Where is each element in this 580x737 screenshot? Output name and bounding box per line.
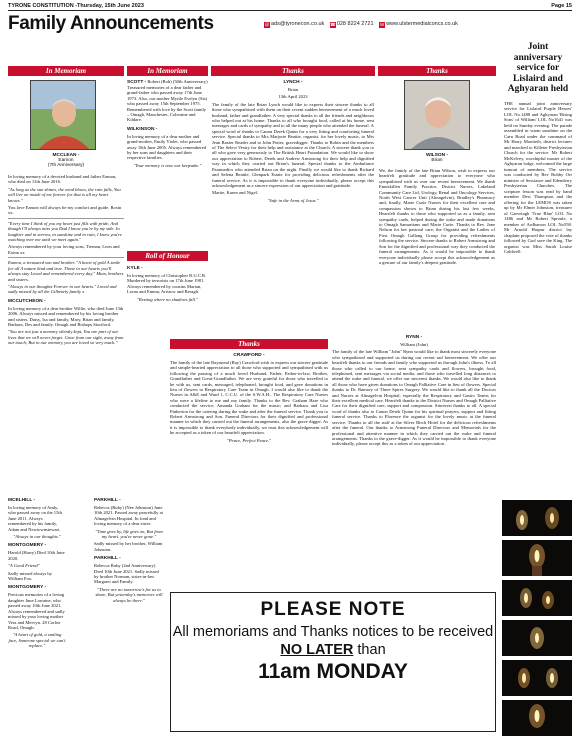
- notice-name: MONTGOMERY -: [8, 543, 47, 549]
- notice-name: SCOTT -: [127, 80, 147, 85]
- thanks-wilson: [379, 168, 495, 267]
- notice-name: CRAWFORD -: [233, 353, 265, 358]
- wilson-caption: WILSON - Brian: [425, 153, 449, 163]
- lynch-text: The family of the late Brian Lynch would like to express their sincere thanks to all those who sympathised with them on their recent sudden bereavement of a much loved husband, father and grandfather. A very special thanks to all the friends and neighbours who helped out at his home. Thanks to all who brought food, called at his home, sent messages and cards of sympathy and to all the many people who attended the funeral. A special word of thanks to Canon Derek Quinn for a very fitting and comforting funeral service. Special thanks to Mrs Marjorie Beattie, organist, for her lovely music, to Mrs Jean Baxter Reader and to John Potter, gravedigger. Thanks to Robin and the members of The Select Vestry for their help and assistance at the Church. A sincere thank you to all who gave very generously to The British Heart Foundation. We would like to show our appreciation to Robert, Derek and Andrew Armstrong for their help and dignified way in which they carried out Brian's funeral. Special thanks to the Ambulance Paramedics who attended Brian on the night. Finally we would like to thank Richard and Selena Beattie, Glenpark Estate for providing delicious refreshments after the funeral service. As it is impossible to thank everyone individually, please accept this acknowledgement as a sincere expression of our appreciation and gratitude.: [212, 101, 374, 188]
- section-header-in-memoriam-1: In Memoriam: [8, 66, 124, 76]
- divider: [8, 257, 124, 258]
- notice-name: KYLE -: [127, 266, 143, 271]
- in-memoriam-column-1b: [8, 497, 66, 651]
- publication-date: TYRONE CONSTITUTION -Thursday, 15th June 2023: [8, 3, 144, 9]
- section-header-thanks-2: Thanks: [378, 66, 496, 76]
- mcclean-sign: You love Eamon will always be my comfort and guide. Rosin xx.: [8, 205, 122, 216]
- montgomery-sign: Sadly missed always by William Fox.: [8, 570, 53, 582]
- sidebar-article: [504, 42, 572, 255]
- lynch-first-name: Brian: [287, 87, 299, 92]
- in-memoriam-column-1: [8, 174, 124, 348]
- mcelhill-text: In loving memory of Andy, who passed away on the 15th June 2011. Always remembered by his family, Adam and Newtownstewart.: [8, 505, 62, 532]
- wilson-text: We, the family of the late Brian Wilson, wish to express our heartfelt gratitude and appreciation to everyone who sympathised with us over our recent bereavement. We thank Enniskillen Family Practice, District Nurses, Lakeland Community Care Ltd, Urology, Renal and Oncology Services, North West Cancer Unit (Altnagelvin), Bradley's Pharmacy and, finally, Marie Curie Nurses for their excellent care and compassion shown to Brian during his last few weeks. Heartfelt thanks to those who supported us as a family, sent sympathy cards, helped during the wake and made donations to Omagh Samaritans and Marie Curie. Thanks to Rev. Jane Nelson for her pastoral care; the Organist and the Ladies of First Omagh Gallang Group for providing refreshments following the service. Sincere thanks to Robert Armstrong and Son for the dignified and professional way they conducted the funeral arrangements. As it would be impossible to thank everyone individually please accept this acknowledgement as a gesture of our family's deepest gratitude.: [379, 168, 495, 265]
- wilkinson-verse: "Your memory is now our keepsake.": [133, 162, 202, 168]
- lynch-verse: "Safe in the Arms of Jesus.": [267, 197, 319, 203]
- crawford-verse: "Peace, Perfect Peace.": [226, 437, 272, 443]
- mcclean-photo: [30, 80, 96, 150]
- parkhill-2-verse: "There are no tomorrow's for us to share, But yesterday's memories will always be there.": [95, 586, 163, 603]
- phone-icon: ☎: [330, 22, 336, 27]
- candle-image-2: [502, 540, 572, 576]
- candle-image-1: [502, 500, 572, 536]
- montgomery-text: Harold (Harry) Died 10th June 2020.: [8, 550, 65, 561]
- mccutcheon-text: In loving memory of a dear brother Willie, who died June 13th 2006. Always missed and remembered by his loving brother and sisters. Daisy, Isa and family, Mary, Brian and family, Barbara, Des and family. Omagh and Bishops Stortford.: [8, 305, 124, 327]
- notice-deadline: NO LATER than: [280, 642, 386, 658]
- roll-of-honour-column: [127, 265, 208, 304]
- crawford-text: The family of the late Raymond (Ray) Crawford wish to express our sincere gratitude and simple-hearted appreciation to all those who supported and sympathised with us following the passing of a much loved Husband, Father, Father-in-law, Brother, Grandfather and Great-Grandfather. We are very grateful for those who travelled to be with us, sent cards, messaged, telephoned, brought food, and gave donations in lieu of flowers to Respiratory Care Team in Omagh. I would also like to thank the Nurses in A&E and Ward 1, C.C.U. of the S.W.A.H., The Respiratory Care Nurses who were a lifeline to me and my family. Thanks to the Rev. Graham Hare who conducted the service; Amanda Graham for the music; and Barbara and Lisa Pinkerton for the catering during the wake and after the funeral service. Thank you to Robert Armstrong and Son, Funeral Directors for their dignified and professional manner in which they carried out the funeral arrangements, also the grave digger. As it is impossible to thank everybody individually, we trust this acknowledgement will be accepted as a token of our heartfelt appreciation.: [170, 360, 328, 436]
- lynch-sign: Martie, Karen and Nigel.: [212, 190, 259, 196]
- mcclean-verse-2: "Every time I think of you my heart just fills with pride, And though I'll always miss you Dad I know you're by my side. In laughter and in sorrow, in sunshine and in rain, I know you're watching over me until we meet again.": [8, 220, 122, 243]
- notice-name: PARKHILL -: [94, 498, 121, 503]
- rynn-text: The family of the late William "John" Rynn would like to thank most sincerely everyone who sympathised and supported us during our recent sad bereavement. We offer our heartfelt thanks to our friends and family who supported us through John's illness. To all those who called to our home, sent sympathy cards and flowers, brought food, telephoned, sent messages via social media, and those who travelled long distances to attend the wake and funeral, we offer our sincerest thanks. We would also like to thank all those who have given donations to Omagh Palliative Care in lieu of flowers. Special thanks to Dr. Ramsey of Three Spires Surgery. We would like to thank all the Doctors and Nurses at Altnagelvin Hospital, especially the Respiratory and Gastro Teams for their excellent medical care. Heartfelt thanks to the District Nurses and Omagh Palliative Care for their dignified care, support and compassion. Sincerest thanks to all. A special word of thanks also to Canon Derek Quinn for his spiritual prayers, support and fitting funeral service. Thanks to Florence the organist for the lovely music at the funeral service. Thanks to all the staff at the Silver Birch Hotel for the delicious refreshments after the funeral. Our thanks to Armstrong Funeral Directors and Memorials for the professional and attentive manner in which they carried out the wake and funeral arrangements. Thanks to the grave-digger. As it would be impossible to thank everyone individually, please accept this as a token of our appreciation.: [332, 349, 496, 447]
- mcclean-caption: MCCLEAN - Eamon (7th Anniversary): [47, 153, 85, 168]
- lynch-date: 13th April 2023: [278, 94, 308, 100]
- mcclean-verse: "As long as the sun shines, the wind blows, the rain falls, You will live on inside of me forever for that is all my heart knows.": [8, 186, 121, 203]
- montgomery-2-text: Precious memories of a loving daughter June Lorraine, who passed away 10th June 2021. Always remembered and sadly missed by your loving mother Vera and Mervyn. 28 Corlea Road, Omagh.: [8, 592, 65, 630]
- rynn-first-name: William (John): [400, 342, 428, 347]
- sidebar-headline: Joint anniversary service for Lislaird and Aghyaran held: [507, 42, 569, 94]
- thanks-crawford: [170, 352, 328, 445]
- candle-image-3: [502, 580, 572, 616]
- mcclean-verse-4: "Always in our thoughts Forever in our hearts." Loved and sadly missed by all the Gilbearty family x: [8, 283, 117, 295]
- candle-image-6: [502, 700, 572, 736]
- candle-image-5: [502, 660, 572, 696]
- scott-text: Robert (Bob) (50th Anniversary) Treasured memories of a dear father and grand-father who passed away 17th June 1973. Also, our mother Myrtle Evelyn (Sis) who passed away 15th September 1975. Remembered with love by the Scott family – Omagh, Manchester, Coleraine and Kildare.: [127, 79, 208, 123]
- contact-email[interactable]: ads@tyronecon.co.uk: [271, 21, 325, 27]
- contact-web[interactable]: www.ulstermediaiconcs.co.uk: [386, 21, 458, 27]
- parkhill-2-text: Rebecca Ruby (2nd Anniversary) Died 10th June 2021. Sadly missed by brother Norman, sister-in-law Margaret and Family.: [94, 563, 159, 585]
- montgomery-2-verse: "A heart of gold, a smiling face, Someone special we can't replace.": [8, 632, 66, 649]
- contact-strip: [260, 21, 458, 28]
- mcclean-text: In loving memory of a devoted husband and father Eamon, who died on 13th June 2016.: [8, 174, 117, 185]
- parkhill-sign: Sadly missed by her brother, William Johnston.: [94, 541, 163, 552]
- mcclean-sign-2: Always remembered by your loving sons, Tiernan, Leon and Eoinn xx: [8, 244, 120, 255]
- please-note-box: [170, 592, 496, 732]
- section-header-thanks-3: Thanks: [170, 339, 328, 349]
- contact-phone[interactable]: 028 8224 2721: [336, 21, 374, 27]
- wilson-photo: [404, 80, 470, 150]
- thanks-lynch: [212, 79, 374, 205]
- mcelhill-verse: "Always in our thoughts.": [13, 534, 61, 540]
- web-icon: W: [379, 22, 385, 27]
- notice-name: MONTGOMERY -: [8, 585, 47, 591]
- section-header-in-memoriam-2: In Memoriam: [127, 66, 208, 76]
- notice-name: PARKHILL -: [94, 556, 121, 562]
- wilkinson-text: In loving memory of a dear mother and grand-mother, Emily Violet, who passed away 16th June 2005. Always remembered by her sons and daughters and their respective families.: [127, 133, 207, 161]
- masthead: [8, 12, 498, 36]
- mcclean-verse-3: Eamon, a treasured son and brother. "A heart of gold A smile for all A nature kind and true. Those in our hearts you'll always stay Loved and remembered every day." Mum, brothers and sisters.: [8, 260, 124, 282]
- header-rule: [8, 10, 572, 11]
- notice-line: All memoriams and Thanks notices to be received: [172, 624, 494, 640]
- parkhill-verse: "Time goes by, life goes on, But from my heart, you're never gone.": [95, 528, 163, 540]
- section-header-roll-of-honour: Roll of Honour: [127, 251, 208, 261]
- sidebar-body: THE annual joint anniversary service for Lislaird Purple Heroes' LOL No.1488 and Aghyaran 'Rising Sons' of William' LOL No1641 was held on Sunday evening. The parade assembled in warm sunshine on the Carn Road under the command of Mr Harry Montieth, district lecturer and marched to Killeter Presbyterian Church for the service. Mr Robert McKelvey, worshipful master of the Aghyaran lodge, welcomed the large turnout of members. The service was conducted by Rev Bobby Orr minister of Sessiasoe and Edenderry Presbyterian Churches. The scripture lesson was read by band member Desi Thompson and the offering for the LEMOS was taken up by Mr Elmer Johnston, treasurer of Garvetagh 'True Blue' LOL No 1486 and Mr Robert Sproule, a member of Ardbarron LOL No558. Mr Arnold Harpur district lay chaplain proposed the vote of thanks followed by God save the King. The organist was Miss Sarah Louise Caldwell.: [504, 100, 572, 254]
- notice-name: LYNCH -: [283, 80, 303, 85]
- notice-heading: PLEASE NOTE: [260, 599, 406, 620]
- notice-name: WILKINSON -: [127, 126, 158, 132]
- page-number: Page 15: [551, 3, 572, 9]
- notice-name: MCCUTCHEON -: [8, 298, 46, 304]
- kyle-verse: "Resting where no shadows fall.": [137, 296, 198, 302]
- thanks-rynn: [332, 334, 496, 449]
- in-memoriam-column-2: [127, 79, 208, 170]
- notice-name: RYNN -: [405, 335, 423, 340]
- divider: [8, 218, 124, 219]
- notice-name: MCELHILL -: [8, 498, 36, 503]
- email-icon: @: [264, 22, 270, 27]
- montgomery-verse: "A Good Friend": [8, 563, 40, 569]
- parkhill-text: Rebecca (Ruby) (Nee Johnston) June 10th 2021. Passed away peacefully at Altnagelvin Hospital. In fond and loving memory of a dear sister.: [94, 505, 163, 527]
- candle-image-4: [502, 620, 572, 656]
- mccutcheon-verse: "You are not just a memory silently kept, You are part of our lives that we will never forget. Gone from our sight, away from our touch; But in our memory you are loved so very much.": [8, 329, 124, 346]
- notice-time: 11am MONDAY: [258, 660, 408, 683]
- page-title: Family Announcements: [8, 13, 214, 34]
- kyle-text: In loving memory of Christopher R.U.C.R. Murdered by terrorists on 17th June 1981. Always remembered by cousins Marian, Lorna and Emma, Aristow and Beragh.: [127, 273, 207, 295]
- section-header-thanks-1: Thanks: [211, 66, 375, 76]
- in-memoriam-column-1c: [94, 497, 164, 605]
